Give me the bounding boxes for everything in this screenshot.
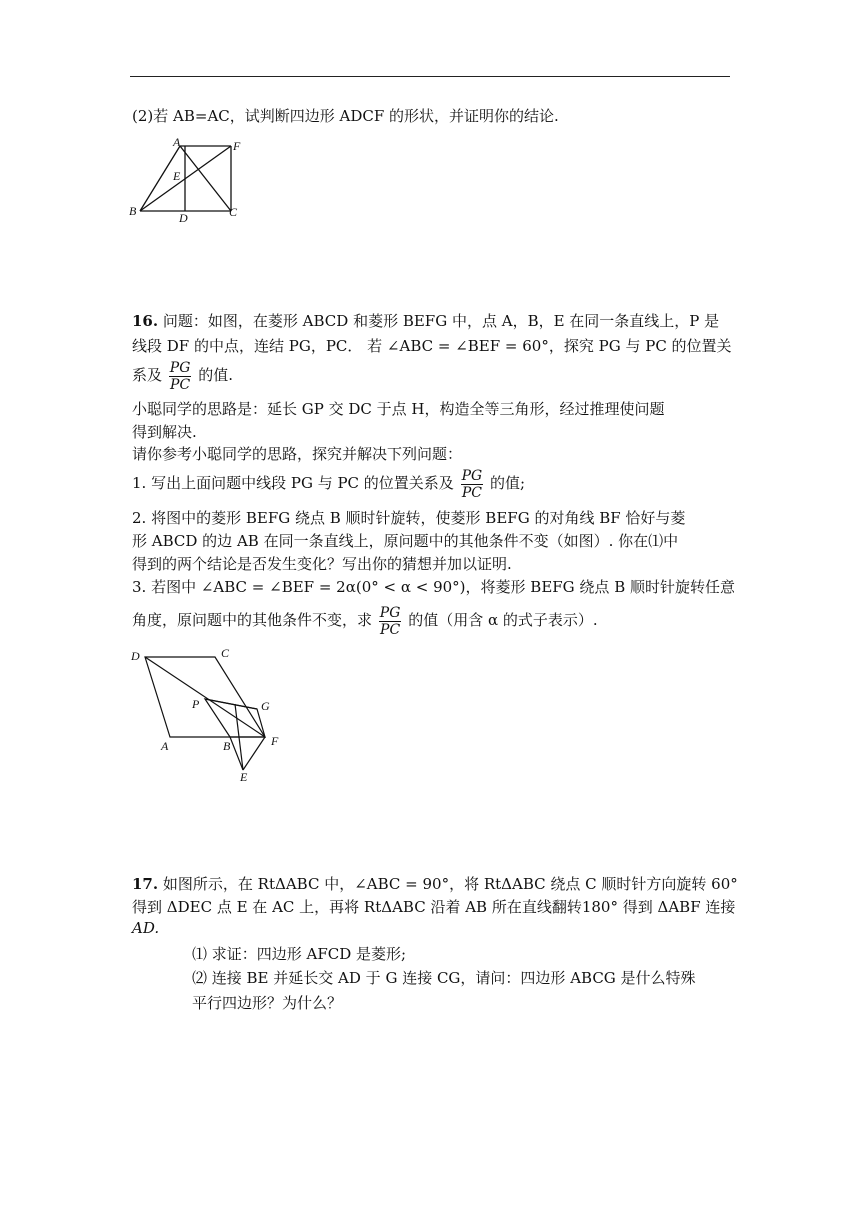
fig2-label-e: E: [240, 770, 248, 784]
fig1-label-a: A: [173, 136, 181, 149]
q16-line-5: 得到解决.: [132, 423, 197, 441]
figure-2: [125, 642, 295, 787]
header-rule: [130, 76, 730, 77]
q17-sub-1: ⑴ 求证：四边形 AFCD 是菱形;: [192, 945, 407, 963]
fig1-label-d: D: [179, 211, 188, 225]
q16-item-3-text-b: 角度，原问题中的其他条件不变，求: [132, 611, 373, 629]
q16-line-3: [132, 358, 233, 393]
q16-item-3-line-a: 3. 若图中 ∠ABC = ∠BEF = 2α(0° < α < 90°)，将菱形 BEFG 绕点 B 顺时针旋转任意: [132, 578, 735, 596]
fraction-pg-pc-3: [379, 605, 402, 638]
q16-item-1-text-a: 1. 写出上面问题中线段 PG 与 PC 的位置关系及: [132, 474, 454, 492]
frac-denominator: PC: [380, 621, 401, 638]
fig1-label-e: E: [173, 169, 181, 183]
fig2-label-p: P: [192, 697, 200, 711]
q17-line-1: [132, 874, 738, 894]
q16-number: 16.: [132, 312, 159, 330]
q16-text-1: 问题：如图，在菱形 ABCD 和菱形 BEFG 中，点 A，B，E 在同一条直线上，P 是: [162, 312, 720, 330]
q16-item-3-line-b: [132, 603, 598, 638]
fig2-label-b: B: [223, 739, 231, 753]
frac-numerator: PG: [169, 359, 191, 376]
q16-line-1: [132, 311, 719, 331]
q16-item-1-text-b: 的值;: [489, 474, 526, 492]
fig1-label-b: B: [129, 204, 137, 218]
figure-1: [125, 136, 250, 228]
q17-sub-2-line-b: 平行四边形？为什么？: [192, 994, 343, 1012]
q16-line-4: 小聪同学的思路是：延长 GP 交 DC 于点 H，构造全等三角形，经过推理使问题: [132, 400, 665, 418]
fig2-label-d: D: [131, 649, 140, 663]
frac-numerator: PG: [379, 604, 401, 621]
q16-line-2: 线段 DF 的中点，连结 PG，PC． 若 ∠ABC = ∠BEF = 60°，探究 PG 与 PC 的位置关: [132, 337, 732, 355]
fig2-label-g: G: [261, 699, 270, 713]
fraction-pg-pc-2: [461, 468, 484, 501]
q16-item-3-text-c: 的值（用含 α 的式子表示）.: [408, 611, 598, 629]
fig2-label-c: C: [221, 646, 230, 660]
q16-item-2-line-b: 形 ABCD 的边 AB 在同一条直线上，原问题中的其他条件不变（如图）. 你在⑴中: [132, 532, 679, 550]
q17-line-2: 得到 ΔDEC 点 E 在 AC 上，再将 RtΔABC 沿着 AB 所在直线翻转180° 得到 ΔABF 连接: [132, 898, 736, 916]
frac-numerator: PG: [461, 467, 483, 484]
q16-item-2-line-a: 2. 将图中的菱形 BEFG 绕点 B 顺时针旋转，使菱形 BEFG 的对角线 BF 恰好与菱: [132, 509, 686, 527]
fraction-pg-pc: [169, 360, 192, 393]
fig2-label-f: F: [271, 734, 279, 748]
fig1-label-f: F: [233, 139, 241, 153]
q16-line-6: 请你参考小聪同学的思路，探究并解决下列问题：: [132, 445, 463, 463]
q17-number: 17.: [132, 875, 159, 893]
fig2-label-a: A: [161, 739, 169, 753]
q16-item-1: [132, 466, 525, 501]
frac-denominator: PC: [461, 484, 482, 501]
q16-text-3a: 系及: [132, 366, 163, 384]
q16-text-3b: 的值.: [198, 366, 233, 384]
q17-text-1: 如图所示，在 RtΔABC 中，∠ABC = 90°，将 RtΔABC 绕点 C 顺时针方向旋转 60°: [162, 875, 738, 893]
fig1-label-c: C: [229, 205, 238, 219]
q16-item-2-line-c: 得到的两个结论是否发生变化？写出你的猜想并加以证明.: [132, 555, 512, 573]
part2-question: (2)若 AB=AC，试判断四边形 ADCF 的形状，并证明你的结论.: [132, 107, 559, 125]
q17-sub-2-line-a: ⑵ 连接 BE 并延长交 AD 于 G 连接 CG，请问：四边形 ABCG 是什么特殊: [192, 969, 696, 987]
frac-denominator: PC: [170, 376, 191, 393]
q17-line-3: AD.: [132, 919, 160, 937]
